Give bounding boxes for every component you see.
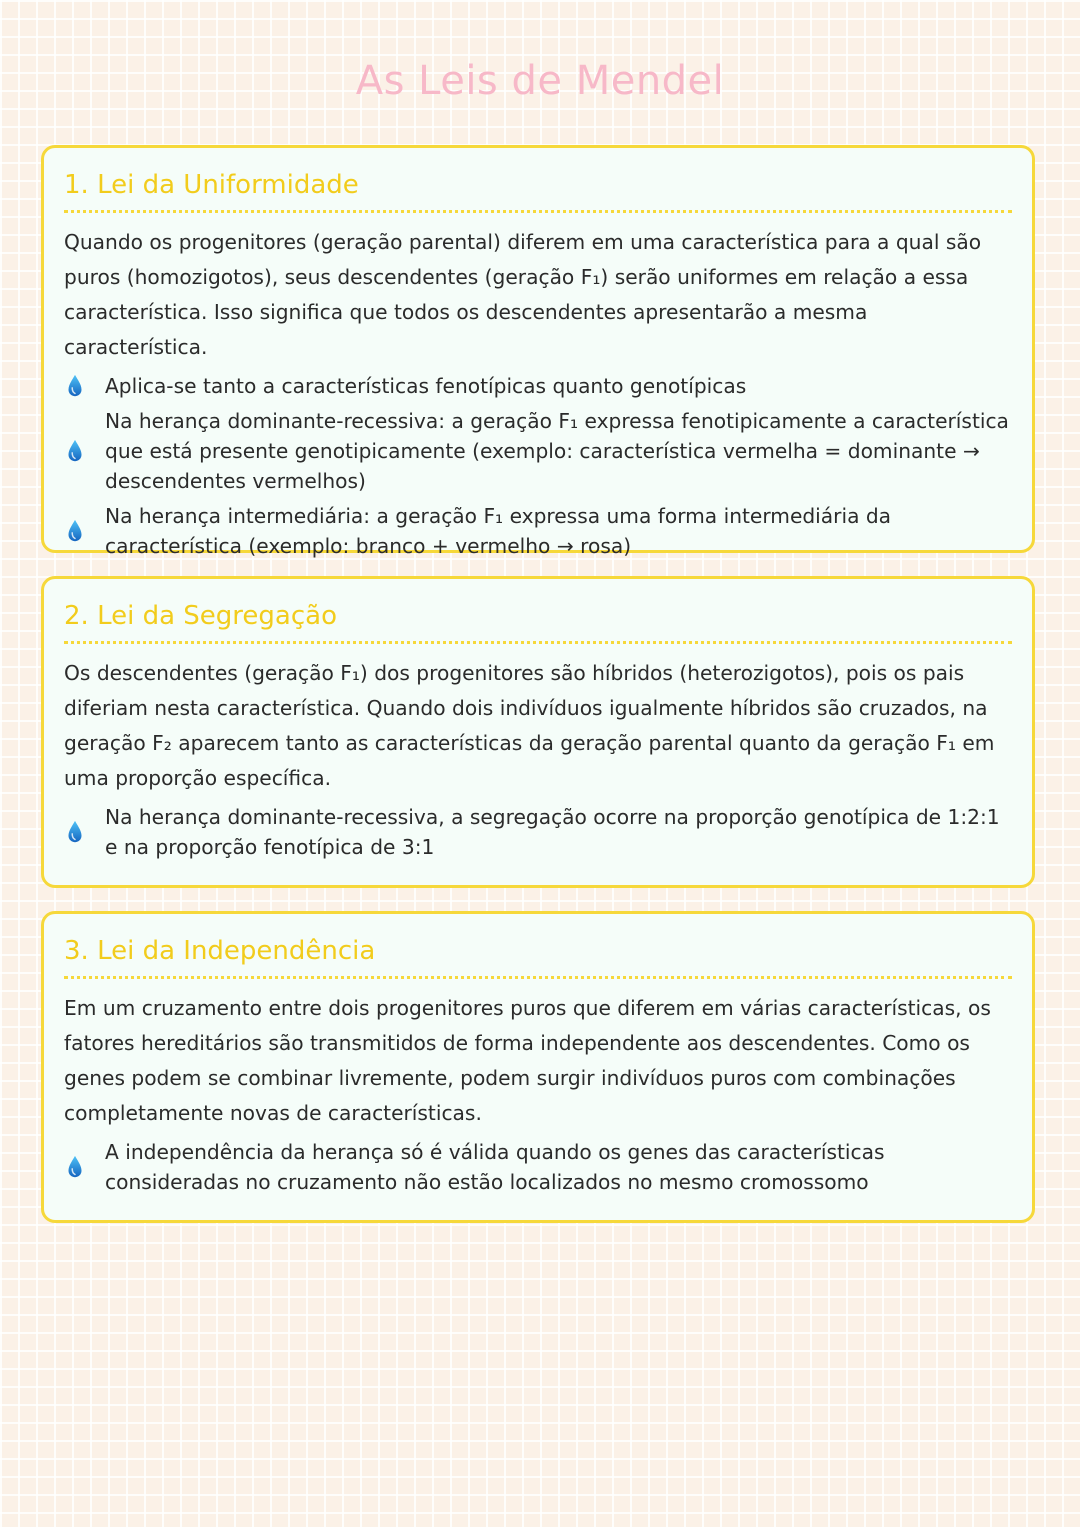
bullet-text: Na herança intermediária: a geração F₁ expressa uma forma intermediária da característica (exemplo: branco + vermelho → rosa) bbox=[105, 504, 892, 558]
water-drop-icon bbox=[64, 438, 86, 464]
bullet-item bbox=[64, 802, 1012, 862]
section-card-independencia bbox=[41, 911, 1035, 1223]
section-card-segregacao bbox=[41, 576, 1035, 888]
bullet-text: A independência da herança só é válida quando os genes das características consideradas no cruzamento não estão localizados no mesmo cromossomo bbox=[105, 1140, 885, 1194]
bullet-list bbox=[64, 802, 1012, 862]
water-drop-icon bbox=[64, 819, 86, 845]
section-heading: 2. Lei da Segregação bbox=[64, 599, 1012, 644]
page-title: As Leis de Mendel bbox=[355, 58, 725, 104]
water-drop-icon bbox=[64, 518, 86, 544]
bullet-item bbox=[64, 406, 1012, 496]
section-heading: 3. Lei da Independência bbox=[64, 934, 1012, 979]
section-card-uniformidade bbox=[41, 145, 1035, 558]
bullet-item bbox=[64, 1137, 1012, 1197]
bullet-list bbox=[64, 371, 1012, 561]
section-body: Quando os progenitores (geração parental) diferem em uma característica para a qual são puros (homozigotos), seus descendentes (geração F₁) serão uniformes em relação a essa característica. Isso significa que todos os descendentes apresentarão a mesma característica. bbox=[64, 230, 982, 359]
section-body: Em um cruzamento entre dois progenitores puros que diferem em várias características, os fatores hereditários são transmitidos de forma independente aos descendentes. Como os genes podem se combinar livremente, podem surgir indivíduos puros com combinações completamente novas de características. bbox=[64, 996, 991, 1125]
bullet-item bbox=[64, 371, 1012, 401]
section-body: Os descendentes (geração F₁) dos progenitores são híbridos (heterozigotos), pois os pais diferiam nesta característica. Quando dois indivíduos igualmente híbridos são cruzados, na geração F₂ aparecem tanto as características da geração parental quanto da geração F₁ em uma proporção específica. bbox=[64, 661, 995, 790]
bullet-text: Aplica-se tanto a características fenotípicas quanto genotípicas bbox=[105, 374, 747, 398]
water-drop-icon bbox=[64, 373, 86, 399]
section-heading: 1. Lei da Uniformidade bbox=[64, 168, 1012, 213]
bullet-text: Na herança dominante-recessiva, a segregação ocorre na proporção genotípica de 1:2:1 e na proporção fenotípica de 3:1 bbox=[105, 805, 1000, 859]
bullet-list bbox=[64, 1137, 1012, 1197]
bullet-item bbox=[64, 501, 1012, 561]
bullet-text: Na herança dominante-recessiva: a geração F₁ expressa fenotipicamente a característica que está presente genotipicamente (exemplo: característica vermelha = dominante → descendentes vermelhos) bbox=[105, 409, 1009, 493]
water-drop-icon bbox=[64, 1154, 86, 1180]
